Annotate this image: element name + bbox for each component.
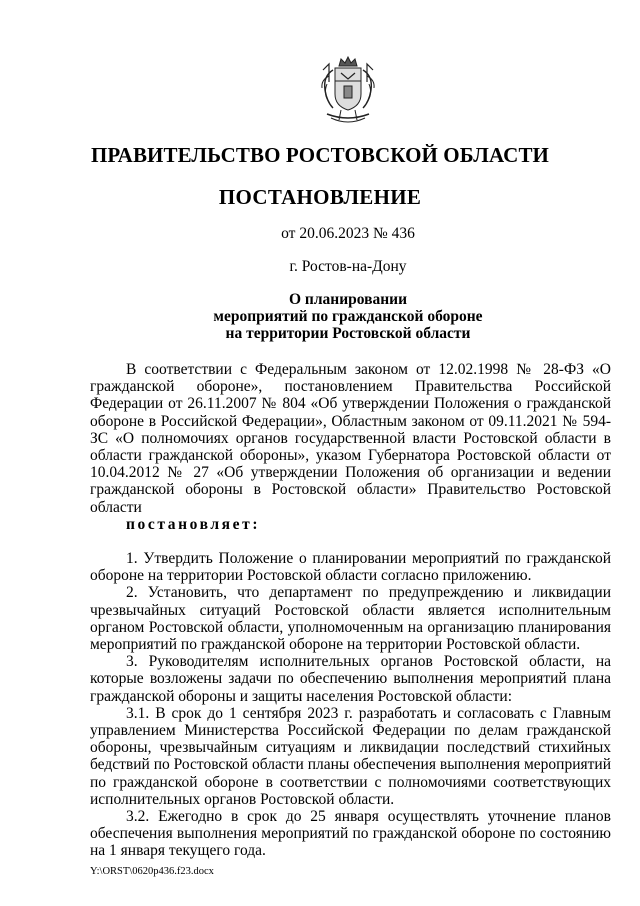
document-subject [28, 291, 640, 342]
clause-1: 1. Утвердить Положение о планировании мероприятий по гражданской обороне на территории Ростовской области согласно приложению. [90, 550, 611, 585]
coat-of-arms-icon [317, 56, 379, 130]
decree-word [90, 516, 611, 533]
clause-2: 2. Установить, что департамент по предупреждению и ликвидации чрезвычайных ситуаций Ростовской области является исполнительным органом Ростовской области, уполномоченным на организацию планирования мероприятий по гражданской обороне на территории Ростовской области. [90, 584, 611, 654]
document-date-number: от 20.06.2023 № 436 [281, 225, 415, 242]
government-title: ПРАВИТЕЛЬСТВО РОСТОВСКОЙ ОБЛАСТИ [91, 143, 549, 167]
clause-3: 3. Руководителям исполнительных органов Ростовской области, на которые возложены задачи по обеспечению выполнения мероприятий плана гражданской обороны и защиты населения Ростовской области: [90, 653, 611, 705]
subject-line: О планировании [288, 291, 408, 308]
clause-3-1: 3.1. В срок до 1 сентября 2023 г. разработать и согласовать с Главным управлением Министерства Российской Федерации по делам гражданской обороны, чрезвычайным ситуациям и ликвидации последствий стихийных бедствий по Ростовской области планы обеспечения выполнения мероприятий по гражданской обороне в соответствии с полномочиями соответствующих исполнительных органов Ростовской области. [90, 704, 611, 808]
document-type: ПОСТАНОВЛЕНИЕ [218, 185, 422, 209]
decree-colon: : [252, 515, 261, 533]
decree-word-text: постановляет [126, 515, 253, 533]
document-place: г. Ростов-на-Дону [289, 258, 407, 275]
document-body [90, 361, 611, 860]
preamble-paragraph: В соответствии с Федеральным законом от 12.02.1998 № 28-ФЗ «О гражданской обороне», постановлением Правительства Российской Федерации от 26.11.2007 № 804 «Об утверждении Положения о гражданской обороне в Российской Федерации», Областным законом от 09.11.2021 № 594-ЗС «О полномочиях органов государственной власти Ростовской области в области гражданской обороны», указом Губернатора Ростовской области от 10.04.2012 № 27 «Об утверждении Положения об организации и ведении гражданской обороны в Ростовской области» Правительство Ростовской области [90, 361, 611, 516]
subject-line: на территории Ростовской области [225, 325, 471, 342]
subject-line: мероприятий по гражданской обороне [213, 308, 483, 325]
file-path-footer: Y:\ORST\0620p436.f23.docx [90, 866, 214, 877]
clause-3-2: 3.2. Ежегодно в срок до 25 января осуществлять уточнение планов обеспечения выполнения мероприятий по гражданской обороне по состоянию на 1 января текущего года. [90, 808, 611, 860]
paragraph-gap [90, 533, 611, 550]
